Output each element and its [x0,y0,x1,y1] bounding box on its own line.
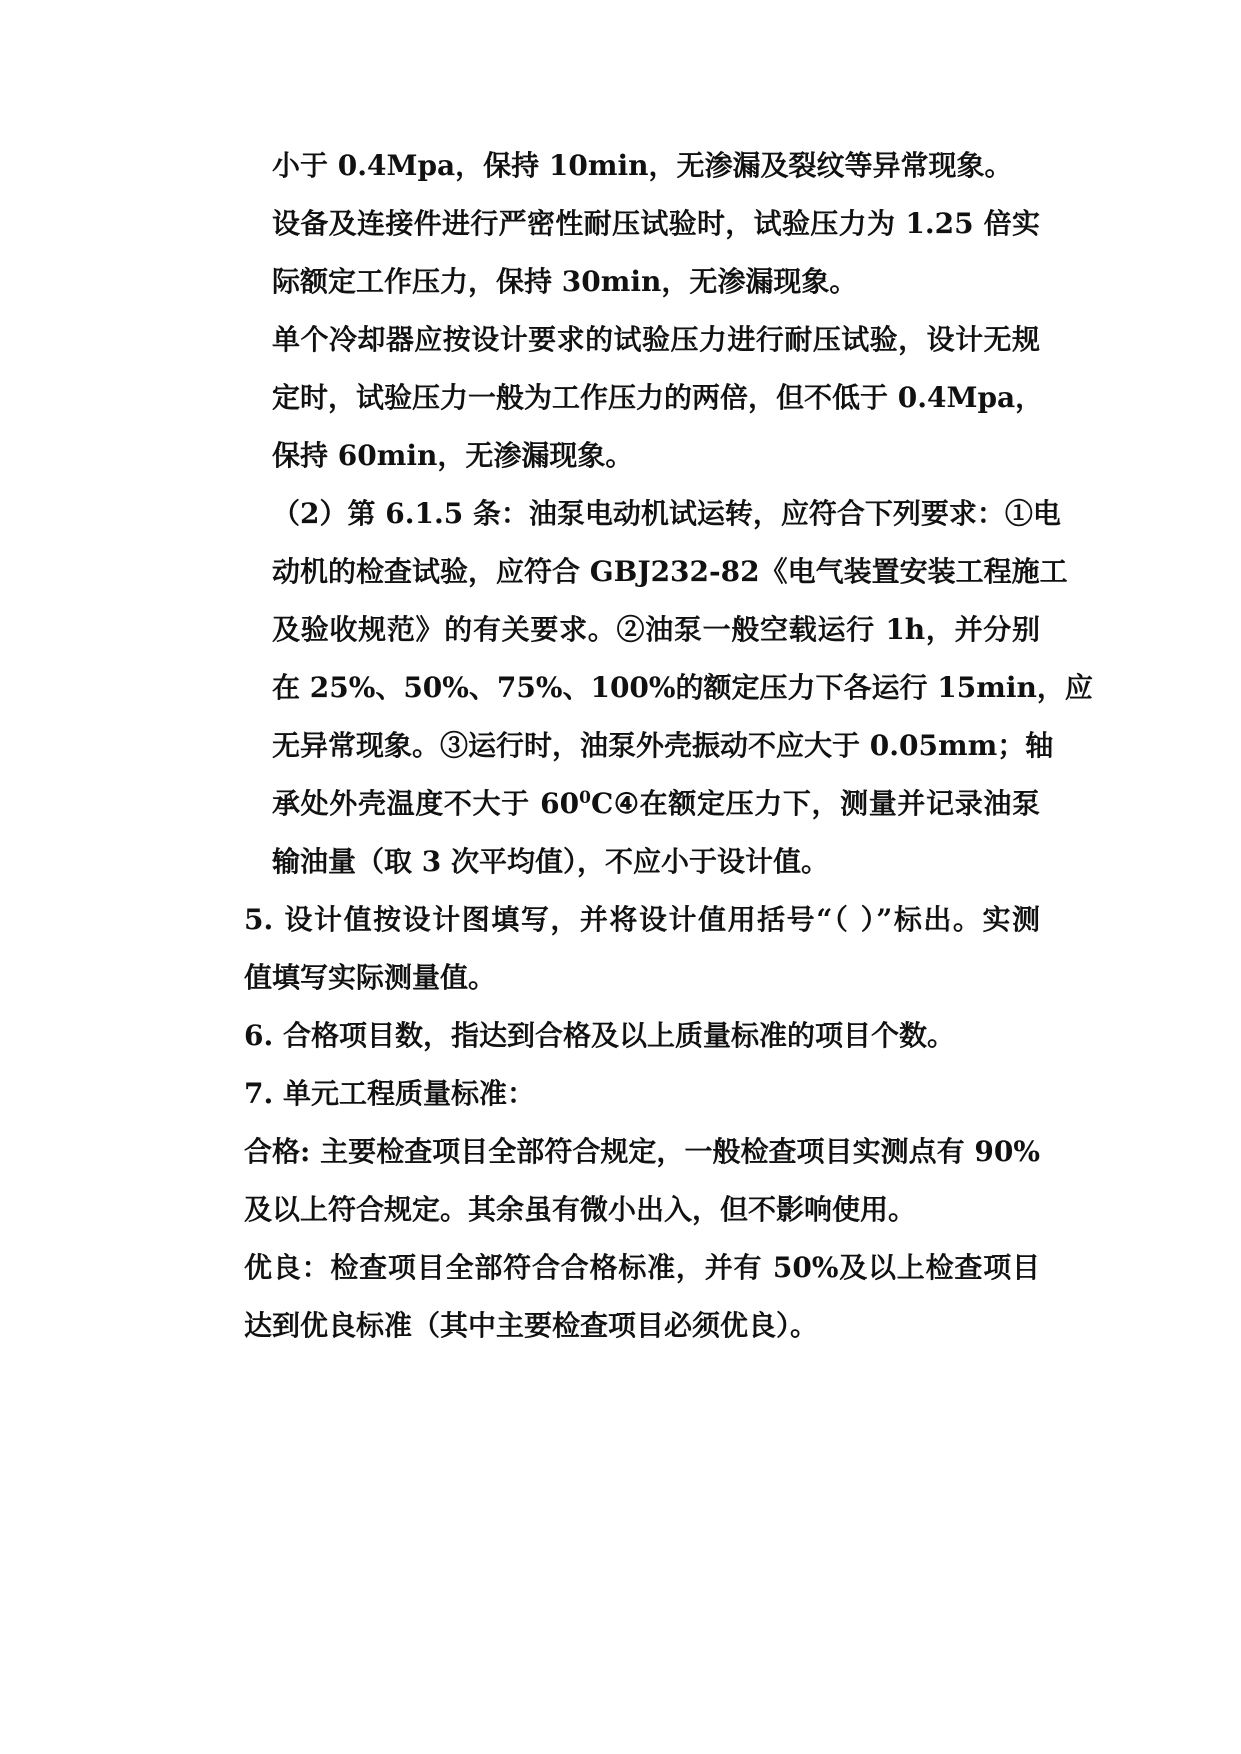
text-line: 值填写实际测量值。 [244,961,497,994]
text-line: 保持 60min，无渗漏现象。 [272,439,634,472]
text-line: 合格: 主要检查项目全部符合规定，一般检查项目实测点有 90% [244,1135,1040,1168]
text-line: 输油量（取 3 次平均值），不应小于设计值。 [272,845,829,878]
text-line: 小于 0.4Mpa，保持 10min，无渗漏及裂纹等异常现象。 [272,149,1013,182]
text-line: 定时，试验压力一般为工作压力的两倍，但不低于 0.4Mpa， [272,381,1044,414]
text-line [272,786,1040,826]
text-line: 设备及连接件进行严密性耐压试验时，试验压力为 1.25 倍实 [272,207,1040,240]
text-line: 单个冷却器应按设计要求的试验压力进行耐压试验，设计无规 [272,323,1040,356]
text-line: 及验收规范》的有关要求。②油泵一般空载运行 1h，并分别 [272,613,1040,646]
text-segment: 承处外壳温度不大于 60 [272,787,580,820]
text-line: 达到优良标准（其中主要检查项目必须优良）。 [244,1309,819,1342]
text-line: （2）第 6.1.5 条：油泵电动机试运转，应符合下列要求：①电 [272,497,1061,530]
text-line: 6. 合格项目数，指达到合格及以上质量标准的项目个数。 [244,1019,955,1052]
text-line: 在 25%、50%、75%、100%的额定压力下各运行 15min，应 [272,671,1093,704]
text-segment: C④在额定压力下，测量并记录油泵 [590,787,1041,820]
superscript-degree: 0 [579,788,591,808]
text-line: 优良：检查项目全部符合合格标准，并有 50%及以上检查项目 [244,1251,1040,1284]
text-line: 5. 设计值按设计图填写，并将设计值用括号“（ ）”标出。实测 [244,903,1040,936]
text-line: 动机的检查试验，应符合 GBJ232-82《电气装置安装工程施工 [272,555,1068,588]
text-line: 7. 单元工程质量标准： [244,1077,535,1110]
text-line: 无异常现象。③运行时，油泵外壳振动不应大于 0.05mm；轴 [272,729,1054,762]
text-line: 及以上符合规定。其余虽有微小出入，但不影响使用。 [244,1193,917,1226]
text-line: 际额定工作压力，保持 30min，无渗漏现象。 [272,265,858,298]
